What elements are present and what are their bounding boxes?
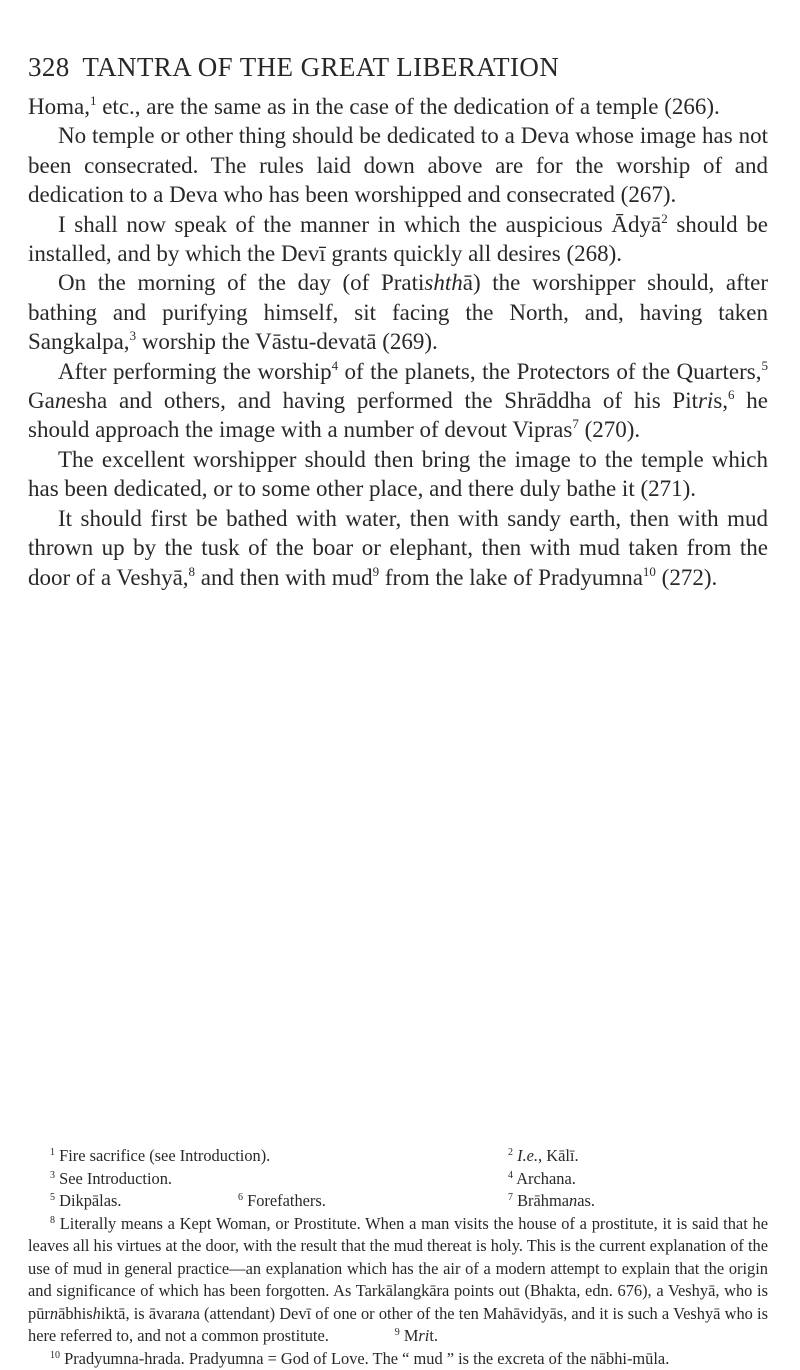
- paragraph-7: [28, 504, 768, 592]
- text-run: No temple or other thing should be dedicated to a Deva whose image has not been consecrated. The rules laid down above are for the worship of and dedication to a Deva who has been worshipped and consecrated (267).: [28, 123, 768, 207]
- footnote-ref: 5: [762, 358, 769, 373]
- footnote-3: $^3$ See Introduction.: [50, 1168, 172, 1191]
- footnote-ref: 3: [130, 328, 137, 343]
- running-title: TANTRA OF THE GREAT LIBERATION: [82, 52, 559, 82]
- text-run: I shall now speak of the manner in which the auspicious Ādyā: [58, 212, 661, 237]
- footnote-2: $^2$ I.e., Kālī.: [508, 1145, 579, 1168]
- text-run: ā) the worshipper should, after bathing and purifying himself, sit facing the North, and, having taken Sangkalpa,: [28, 270, 768, 354]
- paragraph-1: [28, 92, 768, 121]
- footnote-4: $^4$ Archana.: [508, 1168, 576, 1191]
- text-run: The excellent worshipper should then bring the image to the temple which has been dedicated, or to some other place, and there duly bathe it (271).: [28, 447, 768, 501]
- footnote-row-2: [28, 1168, 768, 1191]
- text-run: etc., are the same as in the case of the dedication of a temple (266).: [96, 94, 719, 119]
- text-run: Ga: [28, 388, 55, 413]
- text-run: worship the Vāstu-devatā (269).: [136, 329, 438, 354]
- paragraph-4: [28, 268, 768, 356]
- footnote-ref: 10: [643, 564, 656, 579]
- text-run: of the planets, the Protectors of the Quarters,: [338, 359, 761, 384]
- italic-text: ri: [698, 388, 713, 413]
- italic-text: shth: [424, 270, 462, 295]
- text-run: should be installed, and by which the Devī grants quickly all desires (268).: [28, 212, 768, 266]
- page-number: 328: [28, 52, 70, 82]
- text-run: s,: [713, 388, 728, 413]
- footnote-5: $^5$ Dikpālas.: [50, 1190, 121, 1213]
- text-run: from the lake of Pradyumna: [379, 565, 643, 590]
- footnote-ref: 7: [572, 416, 579, 431]
- footnote-10: $^{10}$ Pradyumna-hrada. Pradyumna = God of Love. The “ mud ” is the excreta of the nābhi-mūla.: [28, 1348, 768, 1370]
- footnote-9: $^9$ Mrit.: [373, 1325, 438, 1348]
- text-run: esha and others, and having performed the Shrāddha of his Pit: [66, 388, 698, 413]
- footnote-ref: 4: [332, 358, 339, 373]
- italic-text: n: [55, 388, 67, 413]
- paragraph-6: [28, 445, 768, 504]
- footnote-ref: 2: [661, 211, 668, 226]
- text-run: and then with mud: [195, 565, 373, 590]
- footnote-1: $^1$ Fire sacrifice (see Introduction).: [50, 1145, 270, 1168]
- text-run: he should approach the image with a number of devout Vipras: [28, 388, 768, 442]
- footnote-ref: 9: [373, 564, 380, 579]
- footnote-6: $^6$ Forefathers.: [238, 1190, 326, 1213]
- text-run: Homa,: [28, 94, 90, 119]
- footnote-7: $^7$ Brāhmanas.: [508, 1190, 595, 1213]
- footnote-row-1: [28, 1145, 768, 1168]
- text-run: On the morning of the day (of Prati: [58, 270, 424, 295]
- page-header: [28, 52, 768, 83]
- footnote-row-3: [28, 1190, 768, 1213]
- text-run: (270).: [579, 417, 640, 442]
- footnote-ref: 1: [90, 93, 97, 108]
- paragraph-2: [28, 121, 768, 209]
- footnotes: [28, 1145, 768, 1370]
- main-text: [28, 92, 768, 592]
- text-run: (272).: [656, 565, 717, 590]
- footnote-ref: 8: [189, 564, 196, 579]
- text-run: It should first be bathed with water, then with sandy earth, then with mud thrown up by the tusk of the boar or elephant, then with mud taken from the door of a Veshyā,: [28, 506, 768, 590]
- paragraph-5: [28, 357, 768, 445]
- footnote-8: $^8$ Literally means a Kept Woman, or Prostitute. When a man visits the house of a prostitute, it is said that he leaves all his virtues at the door, with the result that the mud thereat is holy. This is the current explanation of the use of mud in general practice—an explanation which has the air of a modern attempt to explain that the origin and significance of which has been forgotten. As Tarkālangkāra points out (Bhakta, edn. 676), a Veshyā, who is pūrnābhishiktā, is āvarana (attendant) Devī of one or other of the ten Mahāvidyās, and it is such a Veshyā who is here referred to, and not a common prostitute. $^9$ Mrit.: [28, 1213, 768, 1348]
- footnote-ref: 6: [728, 387, 735, 402]
- paragraph-3: [28, 210, 768, 269]
- text-run: After performing the worship: [58, 359, 332, 384]
